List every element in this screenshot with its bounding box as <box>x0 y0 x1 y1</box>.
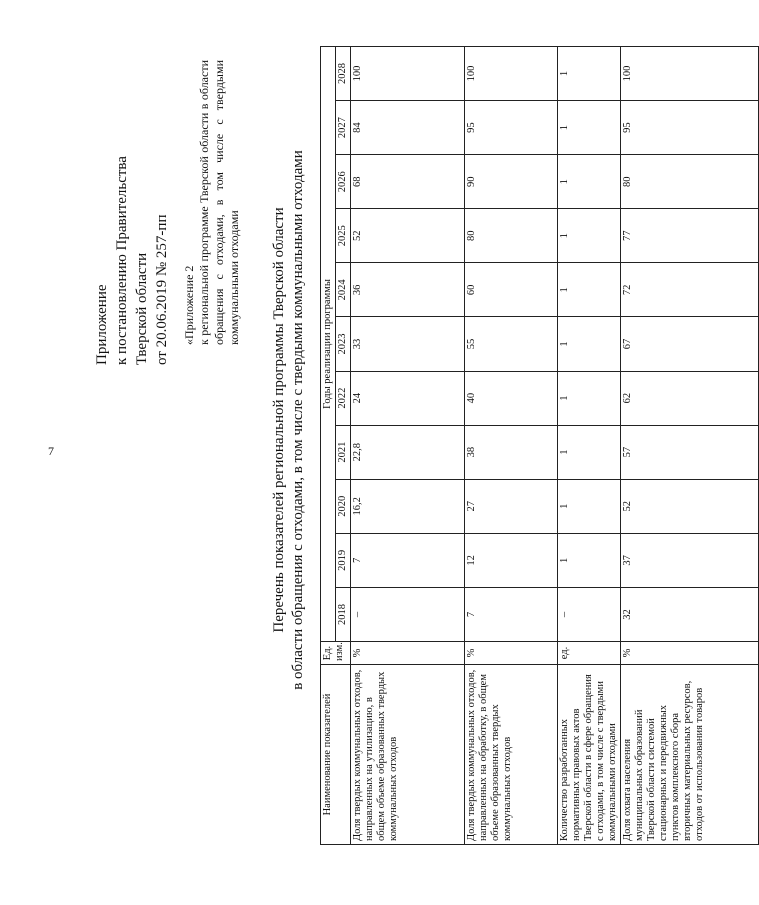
value-cell-2022: 1 <box>558 371 621 425</box>
value-cell-2026: 80 <box>621 155 759 209</box>
value-cell-2021: 1 <box>558 425 621 479</box>
value-cell-2026: 68 <box>351 155 465 209</box>
value-cell-2020: 52 <box>621 479 759 533</box>
table-body <box>351 46 759 844</box>
table-row <box>621 46 759 844</box>
value-cell-2026: 90 <box>465 155 558 209</box>
appendix-quote <box>182 60 242 345</box>
title-line-1: Перечень показателей региональной программы Тверской области <box>271 207 287 633</box>
indicator-unit: % <box>351 642 465 665</box>
year-header-2027: 2027 <box>336 101 351 155</box>
value-cell-2023: 33 <box>351 317 465 371</box>
value-cell-2028: 100 <box>351 46 465 100</box>
year-header-2018: 2018 <box>336 587 351 641</box>
year-header-2025: 2025 <box>336 209 351 263</box>
value-cell-2023: 55 <box>465 317 558 371</box>
quote-line-1: «Приложение 2 <box>182 265 196 345</box>
indicator-name: Количество разработанных нормативных правовых актов Тверской области в сфере обращения с отходами, в том числе с твердыми коммунальными отходами <box>558 665 621 845</box>
page-number: 7 <box>48 444 54 458</box>
table-row <box>465 46 558 844</box>
value-cell-2021: 22,8 <box>351 425 465 479</box>
value-cell-2019: 7 <box>351 533 465 587</box>
indicator-name: Доля твердых коммунальных отходов, направленных на обработку, в общем объеме образованных твердых коммунальных отходов <box>465 665 558 845</box>
value-cell-2022: 62 <box>621 371 759 425</box>
table-row <box>558 46 621 844</box>
value-cell-2027: 95 <box>621 101 759 155</box>
appendix-line-2: к постановлению Правительства <box>114 156 130 365</box>
value-cell-2024: 36 <box>351 263 465 317</box>
indicator-unit: % <box>465 642 558 665</box>
value-cell-2025: 52 <box>351 209 465 263</box>
value-cell-2019: 1 <box>558 533 621 587</box>
value-cell-2020: 1 <box>558 479 621 533</box>
column-header-name: Наименование показателей <box>321 665 351 845</box>
year-header-2023: 2023 <box>336 317 351 371</box>
year-header-2028: 2028 <box>336 46 351 100</box>
value-cell-2018: 7 <box>465 587 558 641</box>
appendix-line-4: от 20.06.2019 № 257-пп <box>154 214 170 365</box>
value-cell-2024: 72 <box>621 263 759 317</box>
value-cell-2028: 100 <box>465 46 558 100</box>
value-cell-2020: 27 <box>465 479 558 533</box>
indicator-unit: % <box>621 642 759 665</box>
indicator-name: Доля твердых коммунальных отходов, направленных на утилизацию, в общем объеме образованных твердых коммунальных отходов <box>351 665 465 845</box>
year-header-2020: 2020 <box>336 479 351 533</box>
indicators-table <box>320 46 759 845</box>
value-cell-2024: 60 <box>465 263 558 317</box>
appendix-header <box>92 156 172 365</box>
header-row <box>321 46 336 844</box>
value-cell-2028: 100 <box>621 46 759 100</box>
table-row <box>351 46 465 844</box>
value-cell-2018: – <box>558 587 621 641</box>
year-header-2022: 2022 <box>336 371 351 425</box>
year-header-2019: 2019 <box>336 533 351 587</box>
value-cell-2025: 77 <box>621 209 759 263</box>
value-cell-2025: 1 <box>558 209 621 263</box>
appendix-line-3: Тверской области <box>134 252 150 365</box>
value-cell-2023: 67 <box>621 317 759 371</box>
value-cell-2022: 40 <box>465 371 558 425</box>
quote-body: к региональной программе Тверской области в области обращения с отходами, в том числе с твердыми коммунальными отходами <box>197 60 241 345</box>
indicator-name: Доля охвата населения муниципальных образований Тверской области системой стационарных и передвижных пунктов комплексного сбора вторичных материальных ресурсов, отходов от использования товаров <box>621 665 759 845</box>
value-cell-2020: 16,2 <box>351 479 465 533</box>
value-cell-2026: 1 <box>558 155 621 209</box>
value-cell-2027: 84 <box>351 101 465 155</box>
value-cell-2018: 32 <box>621 587 759 641</box>
year-header-2026: 2026 <box>336 155 351 209</box>
value-cell-2024: 1 <box>558 263 621 317</box>
year-header-2024: 2024 <box>336 263 351 317</box>
value-cell-2019: 12 <box>465 533 558 587</box>
column-header-unit: Ед. изм. <box>321 642 351 665</box>
title-line-2: в области обращения с отходами, в том числе с твердыми коммунальными отходами <box>290 150 306 690</box>
indicator-unit: ед. <box>558 642 621 665</box>
value-cell-2028: 1 <box>558 46 621 100</box>
appendix-line-1: Приложение <box>94 284 110 365</box>
value-cell-2021: 38 <box>465 425 558 479</box>
year-header-2021: 2021 <box>336 425 351 479</box>
value-cell-2021: 57 <box>621 425 759 479</box>
value-cell-2019: 37 <box>621 533 759 587</box>
column-header-years: Годы реализации программы <box>321 46 336 641</box>
value-cell-2025: 80 <box>465 209 558 263</box>
value-cell-2023: 1 <box>558 317 621 371</box>
document-title <box>270 55 308 785</box>
value-cell-2022: 24 <box>351 371 465 425</box>
value-cell-2027: 95 <box>465 101 558 155</box>
value-cell-2018: – <box>351 587 465 641</box>
value-cell-2027: 1 <box>558 101 621 155</box>
